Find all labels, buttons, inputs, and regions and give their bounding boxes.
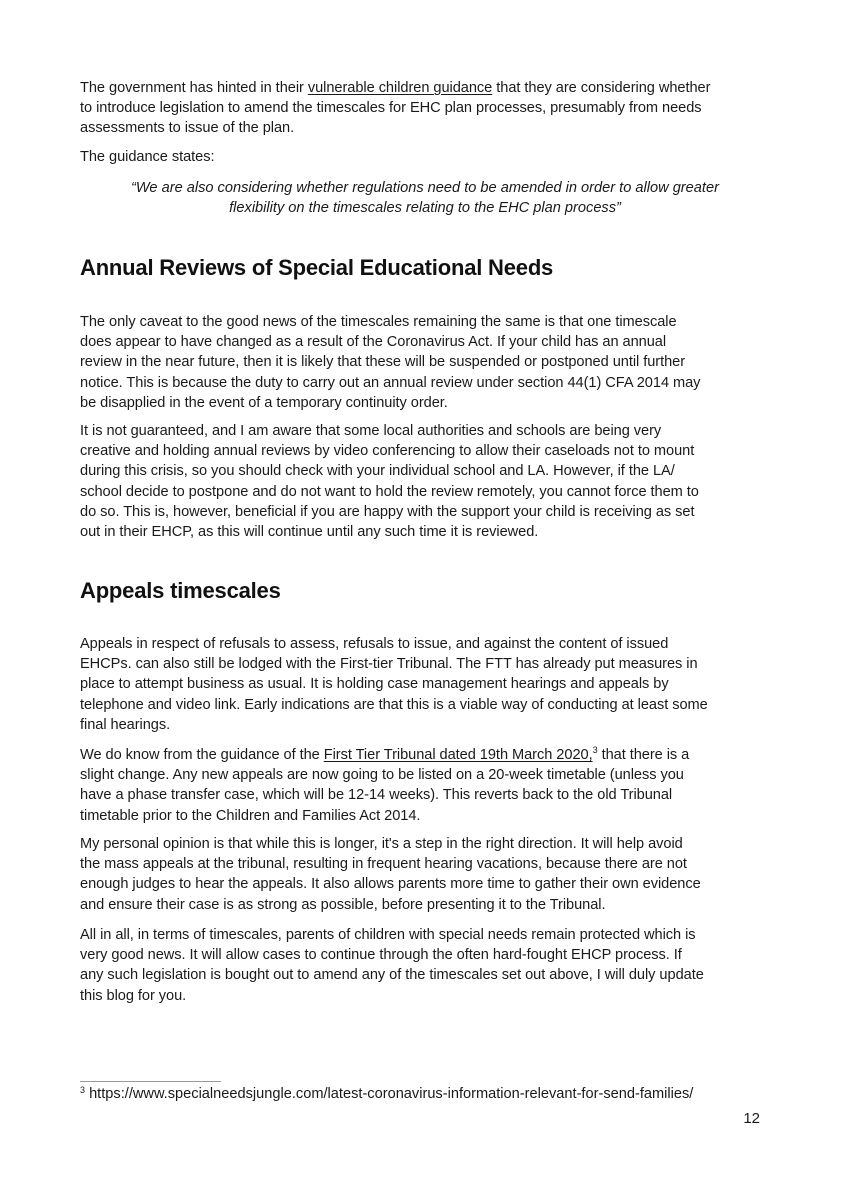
line: be disapplied in the event of a temporary continuity order. (80, 394, 448, 411)
line: enough judges to hear the appeals. It also allows parents more time to gather their own evidence (80, 876, 701, 893)
intro-paragraph (80, 78, 770, 139)
line: Appeals in respect of refusals to assess, refusals to issue, and against the content of issued (80, 636, 669, 652)
line: telephone and video link. Early indications are that this is a viable way of conducting at least some (80, 696, 708, 713)
footnote (80, 1084, 693, 1104)
line: any such legislation is bought out to amend any of the timescales set out above, I will duly update (80, 967, 704, 984)
line: school decide to postpone and do not want to hold the review remotely, you cannot force them to (80, 483, 699, 500)
line: timetable prior to the Children and Families Act 2014. (80, 807, 421, 824)
heading-appeals-timescales: Appeals timescales (80, 578, 281, 603)
annual-reviews-paragraph-1 (80, 312, 770, 413)
text: assessments to issue of the plan. (80, 120, 295, 137)
heading-annual-reviews: Annual Reviews of Special Educational Needs (80, 255, 554, 280)
line: out in their EHCP, as this will continue until any such time it is reviewed. (80, 524, 539, 541)
appeals-paragraph-4 (80, 925, 770, 1006)
text: to introduce legislation to amend the timescales for EHC plan processes, presumably from needs (80, 100, 702, 117)
line: and ensure their case is as strong as possible, before presenting it to the Tribunal. (80, 896, 606, 913)
line: All in all, in terms of timescales, parents of children with special needs remain protected which is (80, 927, 696, 943)
line: slight change. Any new appeals are now going to be listed on a 20-week timetable (unless you (80, 767, 684, 784)
quote-line: flexibility on the timescales relating to the EHC plan process” (229, 200, 621, 217)
guidance-states-label: The guidance states: (80, 149, 215, 165)
footnote-url[interactable]: https://www.specialneedsjungle.com/latest-coronavirus-information-relevant-for-send-families/ (85, 1086, 694, 1102)
appeals-paragraph-1 (80, 634, 770, 735)
line: have a phase transfer case, which will be 12-14 weeks). This reverts back to the old Tribunal (80, 787, 673, 804)
line: final hearings. (80, 716, 171, 733)
line: this blog for you. (80, 987, 187, 1004)
footnote-number: 3 (80, 1085, 86, 1095)
line: review in the near future, then it is likely that these will be suspended or postponed until further (80, 354, 686, 371)
line: very good news. It will allow cases to continue through the often hard-fought EHCP process. If (80, 947, 682, 964)
footnote-ref[interactable]: 3 (592, 745, 598, 755)
line: The only caveat to the good news of the timescales remaining the same is that one timescale (80, 314, 677, 330)
page-number: 12 (743, 1110, 760, 1127)
line: the mass appeals at the tribunal, resulting in frequent hearing vacations, because there are not (80, 856, 687, 873)
first-tier-tribunal-link[interactable]: First Tier Tribunal dated 19th March 2020, (323, 747, 593, 763)
text: The government has hinted in their (80, 80, 308, 96)
line: notice. This is because the duty to carry out an annual review under section 44(1) CFA 2014 may (80, 374, 701, 391)
line: during this crisis, so you should check with your individual school and LA. However, if the LA/ (80, 463, 675, 480)
line: My personal opinion is that while this is longer, it's a step in the right direction. It will help avoid (80, 836, 683, 852)
vulnerable-children-guidance-link[interactable]: vulnerable children guidance (307, 80, 493, 96)
footnote-divider (80, 1081, 221, 1082)
guidance-quote (80, 178, 770, 218)
line: creative and holding annual reviews by video conferencing to allow their caseloads not to mount (80, 443, 695, 460)
quote-line: “We are also considering whether regulations need to be amended in order to allow greater (131, 180, 719, 196)
line: does appear to have changed as a result of the Coronavirus Act. If your child has an annual (80, 334, 667, 351)
line: It is not guaranteed, and I am aware that some local authorities and schools are being very (80, 423, 662, 439)
text: that there is a (597, 747, 690, 763)
appeals-paragraph-2 (80, 745, 770, 826)
line: EHCPs. can also still be lodged with the First-tier Tribunal. The FTT has already put measures in (80, 656, 698, 673)
line: place to attempt business as usual. It is holding case management hearings and appeals by (80, 676, 669, 693)
line: do so. This is, however, beneficial if you are happy with the support your child is receiving as set (80, 503, 695, 520)
appeals-paragraph-3 (80, 834, 770, 915)
text: We do know from the guidance of the (80, 747, 324, 763)
text: that they are considering whether (492, 80, 711, 96)
annual-reviews-paragraph-2 (80, 421, 770, 542)
